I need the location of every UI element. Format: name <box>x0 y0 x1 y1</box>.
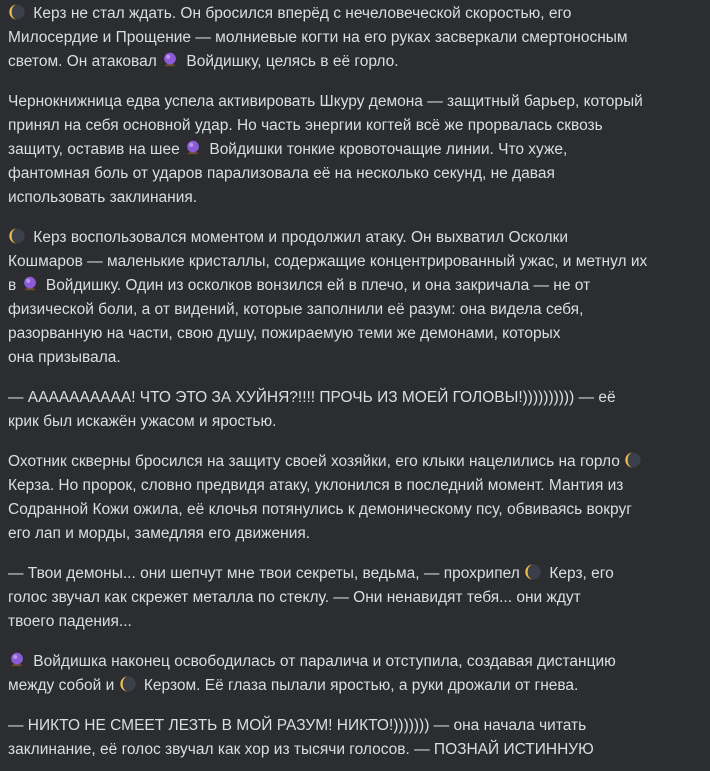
crystal-ball-icon <box>8 651 26 669</box>
message-line <box>8 90 698 114</box>
message-paragraph <box>8 650 698 698</box>
message-text: Керз, его <box>545 565 614 582</box>
message-text: Керз не стал ждать. Он бросился вперёд с нечеловеческой скоростью, его <box>29 5 572 22</box>
message-text: разорванную на части, свою душу, пожираемую теми же демонами, которых <box>8 325 561 342</box>
message-paragraph <box>8 90 698 210</box>
message-paragraph <box>8 2 698 74</box>
message-text: крик был искажён ужасом и яростью. <box>8 413 277 430</box>
message-line <box>8 522 698 546</box>
message-line <box>8 2 698 26</box>
crystal-ball-icon <box>161 51 179 69</box>
message-text: Милосердие и Прощение — молниевые когти на его руках засверкали смертоносным <box>8 29 628 46</box>
message-text: светом. Он атаковал <box>8 53 162 70</box>
message-text: его лап и морды, замедляя его движения. <box>8 525 311 542</box>
message-text: Кошмаров — маленькие кристаллы, содержащие концентрированный ужас, и метнул их <box>8 253 648 270</box>
message-paragraph <box>8 714 698 762</box>
crescent-moon-icon <box>8 227 26 245</box>
message-line <box>8 26 698 50</box>
message-line <box>8 346 698 370</box>
message-line <box>8 738 698 762</box>
crystal-ball-icon <box>21 275 39 293</box>
message-line <box>8 138 698 162</box>
crescent-moon-icon <box>624 451 642 469</box>
message-text: между собой и <box>8 677 119 694</box>
message-paragraph <box>8 226 698 370</box>
message-text: Охотник скверны бросился на защиту своей хозяйки, его клыки нацелились на горло <box>8 453 625 470</box>
message-paragraph <box>8 450 698 546</box>
message-text: принял на себя основной удар. Но часть энергии когтей всё же прорвалась сквозь <box>8 117 603 134</box>
message-text: она призывала. <box>8 349 121 366</box>
message-text: Войдишка наконец освободилась от паралича и отступила, создавая дистанцию <box>29 653 616 670</box>
message-text: Керзом. Её глаза пылали яростью, а руки дрожали от гнева. <box>139 677 579 694</box>
crescent-moon-icon <box>524 563 542 581</box>
message-line <box>8 586 698 610</box>
message-text: в <box>8 277 21 294</box>
message-line <box>8 562 698 586</box>
message-paragraph <box>8 386 698 434</box>
message-line <box>8 226 698 250</box>
crystal-ball-icon <box>184 139 202 157</box>
message-line <box>8 714 698 738</box>
crescent-moon-icon <box>119 675 137 693</box>
message-text: использовать заклинания. <box>8 189 198 206</box>
message-text: Войдишки тонкие кровоточащие линии. Что хуже, <box>205 141 568 158</box>
message-text: Войдишку. Один из осколков вонзился ей в плечо, и она закричала — не от <box>41 277 591 294</box>
message-text: Керза. Но пророк, словно предвидя атаку, уклонился в последний момент. Мантия из <box>8 477 624 494</box>
message-line <box>8 114 698 138</box>
message-line <box>8 450 698 474</box>
message-paragraph <box>8 562 698 634</box>
message-line <box>8 186 698 210</box>
message-text: — НИКТО НЕ СМЕЕТ ЛЕЗТЬ В МОЙ РАЗУМ! НИКТО!))))))) — она начала читать <box>8 717 587 734</box>
message-line <box>8 498 698 522</box>
message-line <box>8 410 698 434</box>
message-text: заклинание, её голос звучал как хор из тысячи голосов. — ПОЗНАЙ ИСТИННУЮ <box>8 741 594 758</box>
message-text: — Твои демоны... они шепчут мне твои секреты, ведьма, — прохрипел <box>8 565 525 582</box>
message-text: защиту, оставив на шее <box>8 141 185 158</box>
message-line <box>8 674 698 698</box>
message-text: физической боли, а от видений, которые заполнили её разум: она видела себя, <box>8 301 584 318</box>
message-line <box>8 298 698 322</box>
message-line <box>8 610 698 634</box>
message-text: Содранной Кожи ожила, её клочья потянулись к демоническому псу, обвиваясь вокруг <box>8 501 632 518</box>
message-text: — АААААААААА! ЧТО ЭТО ЗА ХУЙНЯ?!!!! ПРОЧЬ ИЗ МОЕЙ ГОЛОВЫ!)))))))))) — её <box>8 389 616 406</box>
message-content <box>8 2 698 771</box>
message-line <box>8 386 698 410</box>
message-line <box>8 274 698 298</box>
message-line <box>8 322 698 346</box>
message-text: Войдишку, целясь в её горло. <box>182 53 399 70</box>
message-text: Чернокнижница едва успела активировать Шкуру демона — защитный барьер, который <box>8 93 643 110</box>
message-text: голос звучал как скрежет металла по стеклу. — Они ненавидят тебя... они ждут <box>8 589 581 606</box>
message-text: фантомная боль от ударов парализовала её на несколько секунд, не давая <box>8 165 555 182</box>
message-line <box>8 162 698 186</box>
message-text: Керз воспользовался моментом и продолжил атаку. Он выхватил Осколки <box>29 229 569 246</box>
message-line <box>8 50 698 74</box>
message-line <box>8 650 698 674</box>
crescent-moon-icon <box>8 3 26 21</box>
message-line <box>8 474 698 498</box>
message-text: твоего падения... <box>8 613 132 630</box>
message-line <box>8 250 698 274</box>
